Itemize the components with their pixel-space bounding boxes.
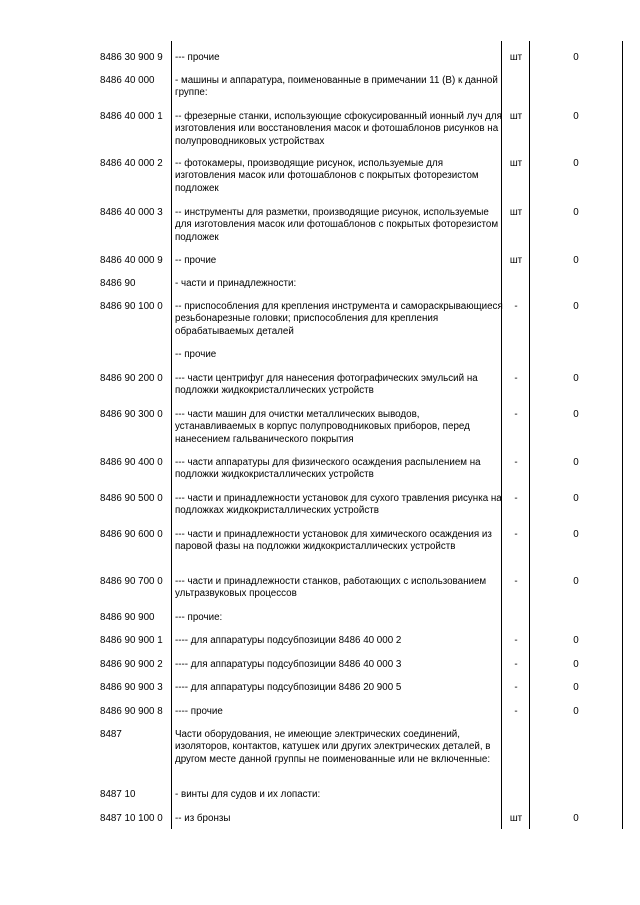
duty-rate: 0 [573, 457, 579, 468]
commodity-code: 8487 10 100 0 [100, 813, 163, 824]
commodity-code: 8486 30 900 9 [100, 52, 163, 63]
duty-rate: 0 [573, 493, 579, 504]
commodity-code: 8486 40 000 2 [100, 158, 163, 169]
commodity-code: 8486 90 300 0 [100, 409, 163, 420]
commodity-description: --- прочие [175, 52, 220, 63]
unit-of-measure: - [514, 706, 518, 717]
commodity-code: 8487 10 [100, 789, 136, 800]
commodity-description: ---- прочие [175, 706, 223, 717]
commodity-code: 8486 90 900 8 [100, 706, 163, 717]
duty-rate: 0 [573, 409, 579, 420]
unit-of-measure: - [514, 457, 518, 468]
duty-rate: 0 [573, 207, 579, 218]
unit-of-measure: шт [509, 52, 523, 63]
duty-rate: 0 [573, 255, 579, 266]
commodity-code: 8486 40 000 3 [100, 207, 163, 218]
commodity-code: 8487 [100, 729, 122, 740]
commodity-code: 8486 90 900 [100, 612, 155, 623]
duty-rate: 0 [573, 158, 579, 169]
commodity-code: 8486 90 900 1 [100, 635, 163, 646]
unit-of-measure: - [514, 301, 518, 312]
unit-of-measure: - [514, 682, 518, 693]
duty-rate: 0 [573, 706, 579, 717]
commodity-code: 8486 40 000 9 [100, 255, 163, 266]
commodity-code: 8486 90 900 2 [100, 659, 163, 670]
duty-rate: 0 [573, 576, 579, 587]
unit-of-measure: - [514, 635, 518, 646]
commodity-description: -- прочие [175, 255, 217, 266]
unit-of-measure: шт [509, 255, 523, 266]
commodity-description: ---- для аппаратуры подсубпозиции 8486 40 000 2 [175, 635, 402, 646]
commodity-description: --- части и принадлежности установок для сухого травления рисунка на подложках жидкокристаллических устройств [175, 493, 502, 517]
unit-of-measure: - [514, 576, 518, 587]
commodity-code: 8486 90 600 0 [100, 529, 163, 540]
commodity-description: ---- для аппаратуры подсубпозиции 8486 20 900 5 [175, 682, 402, 693]
commodity-description: -- приспособления для крепления инструмента и самораскрывающиеся резьбонарезные головки; приспособления для крепления обрабатываемых деталей [175, 301, 503, 337]
commodity-code: 8486 90 700 0 [100, 576, 163, 587]
unit-of-measure: шт [509, 158, 523, 169]
unit-of-measure: шт [509, 813, 523, 824]
commodity-description: - части и принадлежности: [175, 278, 297, 289]
commodity-description: -- прочие [175, 349, 217, 360]
commodity-description: Части оборудования, не имеющие электрических соединений, изоляторов, контактов, катушек или других электрических деталей, в другом месте данной группы не поименованные или не включенные: [175, 729, 491, 765]
commodity-description: ---- для аппаратуры подсубпозиции 8486 40 000 3 [175, 659, 402, 670]
commodity-code: 8486 90 100 0 [100, 301, 163, 312]
commodity-code: 8486 90 900 3 [100, 682, 163, 693]
duty-rate: 0 [573, 301, 579, 312]
commodity-code: 8486 90 200 0 [100, 373, 163, 384]
unit-of-measure: шт [509, 111, 523, 122]
unit-of-measure: шт [509, 207, 523, 218]
commodity-code: 8486 40 000 1 [100, 111, 163, 122]
unit-of-measure: - [514, 659, 518, 670]
commodity-code: 8486 90 500 0 [100, 493, 163, 504]
commodity-description: -- инструменты для разметки, производящие рисунок, используемые для изготовления масок или фотошаблонов с покрытых фоторезистом подложек [175, 207, 499, 243]
duty-rate: 0 [573, 52, 579, 63]
duty-rate: 0 [573, 111, 579, 122]
commodity-description: -- из бронзы [175, 813, 231, 824]
column-divider [622, 41, 623, 829]
duty-rate: 0 [573, 682, 579, 693]
duty-rate: 0 [573, 635, 579, 646]
duty-rate: 0 [573, 659, 579, 670]
unit-of-measure: - [514, 529, 518, 540]
unit-of-measure: - [514, 493, 518, 504]
commodity-description: - винты для судов и их лопасти: [175, 789, 321, 800]
commodity-code: 8486 90 [100, 278, 136, 289]
commodity-description: --- части центрифуг для нанесения фотографических эмульсий на подложки жидкокристаллических устройств [175, 373, 478, 397]
unit-of-measure: - [514, 409, 518, 420]
commodity-description: -- фрезерные станки, использующие сфокусированный ионный луч для изготовления или восстановления масок и фотошаблонов рисунков на полупроводниковых устройствах [175, 111, 502, 147]
duty-rate: 0 [573, 529, 579, 540]
commodity-description: - машины и аппаратура, поименованные в примечании 11 (В) к данной группе: [175, 75, 498, 99]
commodity-description: --- части аппаратуры для физического осаждения распылением на подложки жидкокристаллических устройств [175, 457, 481, 481]
commodity-code: 8486 90 400 0 [100, 457, 163, 468]
commodity-description: --- части машин для очистки металлических выводов, устанавливаемых в корпус полупроводниковых приборов, перед нанесением гальванического покрытия [175, 409, 470, 445]
commodity-description: --- части и принадлежности установок для химического осаждения из паровой фазы на подложки жидкокристаллических устройств [175, 529, 492, 553]
unit-of-measure: - [514, 373, 518, 384]
duty-rate: 0 [573, 373, 579, 384]
commodity-description: --- прочие: [175, 612, 223, 623]
duty-rate: 0 [573, 813, 579, 824]
commodity-description: --- части и принадлежности станков, работающих с использованием ультразвуковых процессов [175, 576, 487, 600]
commodity-description: -- фотокамеры, производящие рисунок, используемые для изготовления масок или фотошаблонов с покрытых фоторезистом подложек [175, 158, 479, 194]
commodity-code: 8486 40 000 [100, 75, 155, 86]
